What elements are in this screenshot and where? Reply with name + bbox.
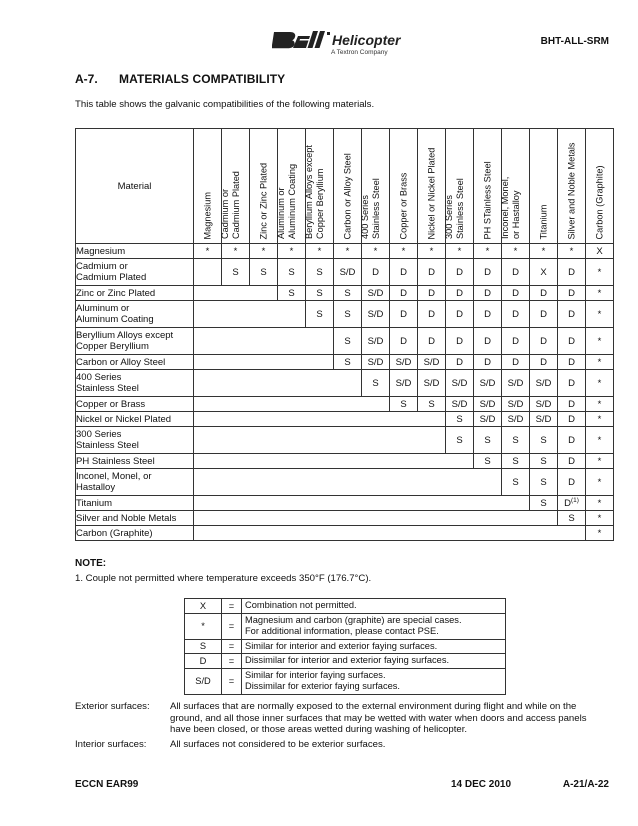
matrix-cell: S (306, 301, 334, 328)
matrix-cell: D (446, 328, 474, 355)
matrix-column-label: Silver and Noble Metals (566, 141, 576, 239)
matrix-cell: * (362, 244, 390, 259)
matrix-cell: S/D (390, 370, 418, 397)
matrix-cell: * (418, 244, 446, 259)
matrix-blank-cell (194, 427, 446, 454)
matrix-row-label: Copper or Brass (76, 397, 194, 412)
matrix-cell: * (502, 244, 530, 259)
matrix-cell: S/D (502, 370, 530, 397)
matrix-row (76, 259, 614, 286)
legend-equals: = (222, 639, 242, 654)
note-item: 1. Couple not permitted where temperature exceeds 350°F (176.7°C). (75, 573, 372, 584)
matrix-cell: * (586, 286, 614, 301)
matrix-row (76, 286, 614, 301)
matrix-cell: D (558, 370, 586, 397)
matrix-row-label: Titanium (76, 496, 194, 511)
matrix-blank-cell (194, 454, 474, 469)
matrix-cell: * (446, 244, 474, 259)
matrix-column-label: Beryllium Alloys except Copper Beryllium (303, 145, 324, 239)
matrix-cell: S/D (334, 259, 362, 286)
matrix-cell: S (474, 454, 502, 469)
matrix-cell: S/D (530, 397, 558, 412)
matrix-blank-cell (194, 370, 362, 397)
legend-equals: = (222, 599, 242, 614)
legend-table (184, 598, 506, 695)
matrix-column-header (443, 129, 474, 244)
legend-description: Combination not permitted. (242, 599, 506, 614)
matrix-column-header (586, 129, 614, 244)
matrix-column-label: Titanium (538, 204, 548, 239)
matrix-column-label: Nickel or Nickel Plated (426, 147, 436, 239)
matrix-cell: S/D (530, 370, 558, 397)
matrix-cell: X (586, 244, 614, 259)
legend-symbol: S (185, 639, 222, 654)
matrix-column-label: Carbon or Alloy Steel (342, 152, 352, 239)
matrix-row-label: Aluminum or Aluminum Coating (76, 301, 194, 328)
matrix-cell: * (278, 244, 306, 259)
matrix-row-label: 400 Series Stainless Steel (76, 370, 194, 397)
note-heading: NOTE: (75, 558, 107, 569)
matrix-cell: S (474, 427, 502, 454)
matrix-column-header (359, 129, 390, 244)
matrix-cell: S (306, 259, 334, 286)
matrix-cell: S/D (502, 397, 530, 412)
matrix-blank-cell (194, 355, 334, 370)
legend-equals: = (222, 613, 242, 639)
matrix-cell: D (558, 469, 586, 496)
matrix-cell: S (502, 454, 530, 469)
matrix-row-label: Carbon or Alloy Steel (76, 355, 194, 370)
matrix-cell: * (586, 526, 614, 541)
matrix-column-header (275, 129, 306, 244)
matrix-cell: S (334, 355, 362, 370)
matrix-cell: S/D (502, 412, 530, 427)
matrix-blank-cell (194, 259, 222, 286)
matrix-cell: D (474, 286, 502, 301)
matrix-column-header (558, 129, 586, 244)
matrix-column-label: 300 Series Stainless Steel (443, 178, 464, 239)
legend-row (185, 599, 506, 614)
legend-symbol: * (185, 613, 222, 639)
matrix-cell: D (530, 301, 558, 328)
matrix-row-label: Magnesium (76, 244, 194, 259)
footnote-marker: (1) (570, 496, 579, 504)
matrix-cell: D (390, 259, 418, 286)
matrix-cell: * (530, 244, 558, 259)
legend-row (185, 654, 506, 669)
matrix-cell: D (418, 328, 446, 355)
matrix-blank-cell (194, 301, 306, 328)
matrix-cell: S/D (362, 328, 390, 355)
matrix-cell: S (278, 259, 306, 286)
matrix-blank-cell (194, 286, 278, 301)
matrix-cell: * (474, 244, 502, 259)
footer-page-number: A-21/A-22 (562, 779, 609, 790)
legend-description: Similar for interior faying surfaces. Dissimilar for exterior faying surfaces. (242, 668, 506, 694)
matrix-column-header (530, 129, 558, 244)
matrix-column-header (499, 129, 530, 244)
matrix-column-header (474, 129, 502, 244)
matrix-cell: D (530, 355, 558, 370)
matrix-cell: S (306, 286, 334, 301)
matrix-cell: * (194, 244, 222, 259)
matrix-cell: S/D (446, 370, 474, 397)
section-number: A-7. (75, 72, 98, 86)
matrix-column-label: Magnesium (202, 191, 212, 239)
matrix-cell: D (362, 259, 390, 286)
matrix-cell: D (418, 259, 446, 286)
matrix-row-label: Inconel, Monel, or Hastalloy (76, 469, 194, 496)
matrix-cell: * (586, 469, 614, 496)
matrix-row (76, 427, 614, 454)
matrix-row (76, 244, 614, 259)
matrix-cell: D (418, 301, 446, 328)
matrix-cell: * (250, 244, 278, 259)
matrix-cell: * (558, 244, 586, 259)
matrix-cell: D (558, 427, 586, 454)
matrix-column-header (194, 129, 222, 244)
legend-symbol: D (185, 654, 222, 669)
footer-eccn: ECCN EAR99 (75, 779, 139, 790)
compatibility-matrix (75, 128, 614, 541)
matrix-cell: * (586, 355, 614, 370)
matrix-cell: S (362, 370, 390, 397)
matrix-row (76, 526, 614, 541)
matrix-column-label: PH STainless Steel (482, 160, 492, 239)
matrix-cell: D (558, 454, 586, 469)
section-title: MATERIALS COMPATIBILITY (119, 72, 286, 86)
matrix-cell: S (446, 412, 474, 427)
matrix-blank-cell (194, 412, 446, 427)
matrix-cell: S (222, 259, 250, 286)
matrix-cell: S/D (530, 412, 558, 427)
matrix-cell: S/D (418, 370, 446, 397)
legend-description: Dissimilar for interior and exterior faying surfaces. (242, 654, 506, 669)
matrix-row-label: PH Stainless Steel (76, 454, 194, 469)
matrix-cell: * (334, 244, 362, 259)
matrix-row-label: Silver and Noble Metals (76, 511, 194, 526)
matrix-column-label: Carbon (Graphite) (594, 164, 604, 239)
matrix-row (76, 355, 614, 370)
matrix-cell: D (446, 259, 474, 286)
matrix-column-header (390, 129, 418, 244)
matrix-cell: * (390, 244, 418, 259)
matrix-cell: D (474, 301, 502, 328)
matrix-column-label: Inconel, Monel, or Hastalloy (499, 176, 520, 239)
matrix-blank-cell (194, 496, 530, 511)
matrix-cell: S/D (362, 301, 390, 328)
matrix-cell: * (586, 259, 614, 286)
matrix-row (76, 469, 614, 496)
matrix-cell: D (558, 355, 586, 370)
matrix-cell: $D^{(1)}$ (558, 496, 586, 511)
matrix-cell: S (530, 427, 558, 454)
matrix-cell: D (558, 259, 586, 286)
matrix-cell: S (530, 469, 558, 496)
matrix-cell: S/D (418, 355, 446, 370)
matrix-blank-cell (194, 328, 334, 355)
matrix-cell: * (586, 412, 614, 427)
legend-equals: = (222, 668, 242, 694)
matrix-row-label: 300 Series Stainless Steel (76, 427, 194, 454)
matrix-cell: * (586, 496, 614, 511)
matrix-blank-cell (194, 469, 502, 496)
definition-term-exterior: Exterior surfaces: (75, 701, 150, 712)
matrix-corner-label: Material (76, 129, 194, 244)
matrix-cell: * (306, 244, 334, 259)
matrix-cell: D (558, 397, 586, 412)
legend-equals: = (222, 654, 242, 669)
definition-term-interior: Interior surfaces: (75, 739, 147, 750)
matrix-cell: X (530, 259, 558, 286)
matrix-cell: * (586, 328, 614, 355)
matrix-cell: D (558, 412, 586, 427)
matrix-row-label: Cadmium or Cadmium Plated (76, 259, 194, 286)
matrix-column-label: 400 Series Stainless Steel (359, 178, 380, 239)
legend-row (185, 613, 506, 639)
matrix-cell: S (418, 397, 446, 412)
matrix-cell: D (530, 328, 558, 355)
matrix-column-header (219, 129, 250, 244)
matrix-cell: D (474, 259, 502, 286)
matrix-column-header (418, 129, 446, 244)
matrix-row-label: Nickel or Nickel Plated (76, 412, 194, 427)
matrix-cell: D (502, 286, 530, 301)
matrix-cell: S/D (474, 370, 502, 397)
matrix-row (76, 301, 614, 328)
matrix-column-header (303, 129, 334, 244)
matrix-column-label: Copper or Brass (398, 172, 408, 239)
matrix-cell: D (390, 328, 418, 355)
matrix-row (76, 496, 614, 511)
matrix-cell: S/D (362, 355, 390, 370)
section-intro: This table shows the galvanic compatibilities of the following materials. (75, 99, 375, 110)
matrix-row (76, 454, 614, 469)
matrix-cell: D (502, 301, 530, 328)
matrix-cell: * (586, 454, 614, 469)
matrix-cell: * (222, 244, 250, 259)
matrix-blank-cell (194, 526, 586, 541)
matrix-cell: D (390, 286, 418, 301)
definition-text-interior: All surfaces not considered to be exterior surfaces. (170, 739, 386, 750)
matrix-blank-cell (194, 511, 558, 526)
matrix-cell: D (558, 286, 586, 301)
matrix-cell: S/D (390, 355, 418, 370)
matrix-cell: S (334, 301, 362, 328)
matrix-cell: S/D (446, 397, 474, 412)
matrix-cell: D (558, 328, 586, 355)
matrix-cell: S/D (474, 397, 502, 412)
matrix-cell: S (250, 259, 278, 286)
document-id: BHT-ALL-SRM (540, 36, 609, 47)
matrix-cell: S (334, 286, 362, 301)
matrix-cell: * (586, 370, 614, 397)
matrix-cell: S/D (362, 286, 390, 301)
matrix-column-header (334, 129, 362, 244)
logo-subtext: A Textron Company (331, 49, 388, 56)
matrix-cell: S/D (474, 412, 502, 427)
legend-row (185, 639, 506, 654)
matrix-cell: D (474, 328, 502, 355)
matrix-blank-cell (194, 397, 390, 412)
matrix-row (76, 511, 614, 526)
matrix-cell: D (502, 328, 530, 355)
matrix-cell: S (530, 496, 558, 511)
matrix-row (76, 370, 614, 397)
matrix-cell: S (502, 427, 530, 454)
matrix-cell: S (446, 427, 474, 454)
matrix-cell: S (530, 454, 558, 469)
legend-row (185, 668, 506, 694)
svg-text:Helicopter: Helicopter (332, 32, 401, 48)
legend-description: Similar for interior and exterior faying surfaces. (242, 639, 506, 654)
matrix-cell: S (334, 328, 362, 355)
matrix-row-label: Zinc or Zinc Plated (76, 286, 194, 301)
matrix-row (76, 328, 614, 355)
matrix-row (76, 412, 614, 427)
matrix-row-label: Beryllium Alloys except Copper Beryllium (76, 328, 194, 355)
matrix-column-label: Cadmium or Cadmium Plated (219, 171, 240, 239)
matrix-cell: D (558, 301, 586, 328)
matrix-cell: * (586, 301, 614, 328)
matrix-row-label: Carbon (Graphite) (76, 526, 194, 541)
matrix-cell: * (586, 511, 614, 526)
matrix-column-header (250, 129, 278, 244)
legend-description: Magnesium and carbon (graphite) are special cases. For additional information, please contact PSE. (242, 613, 506, 639)
matrix-column-label: Zinc or Zinc Plated (258, 162, 268, 239)
matrix-cell: D (446, 286, 474, 301)
matrix-cell: D (502, 259, 530, 286)
matrix-cell: S (390, 397, 418, 412)
footer-date: 14 DEC 2010 (451, 779, 512, 790)
matrix-cell: D (474, 355, 502, 370)
matrix-cell: S (278, 286, 306, 301)
matrix-cell: D (502, 355, 530, 370)
legend-symbol: X (185, 599, 222, 614)
matrix-cell: D (390, 301, 418, 328)
legend-symbol: S/D (185, 668, 222, 694)
matrix-cell: * (586, 427, 614, 454)
matrix-cell: * (586, 397, 614, 412)
matrix-cell: D (530, 286, 558, 301)
matrix-row (76, 397, 614, 412)
matrix-cell: S (502, 469, 530, 496)
matrix-column-label: Aluminum or Aluminum Coating (275, 163, 296, 239)
matrix-cell: S (558, 511, 586, 526)
matrix-cell: D (446, 301, 474, 328)
matrix-cell: D (446, 355, 474, 370)
definition-text-exterior: All surfaces that are normally exposed to the external environment during flight and while on the ground, and all those inner surfaces that may be wetted with water when doors and access panels have been closed, or those areas wetted during washing of helicopter. (170, 701, 587, 735)
matrix-cell: D (418, 286, 446, 301)
